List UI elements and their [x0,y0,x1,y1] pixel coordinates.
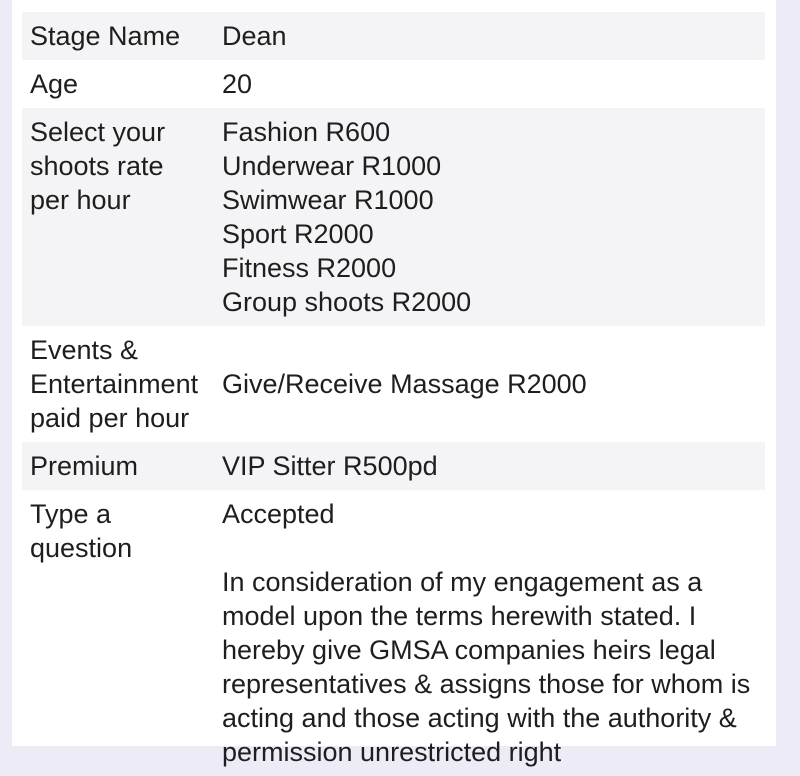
label-shoot-rates: Select your shoots rate per hour [22,108,214,326]
row-events [22,326,765,442]
rate-fashion: Fashion R600 [222,117,391,147]
row-question [22,490,765,776]
value-shoot-rates [214,108,765,326]
value-question [214,490,765,776]
value-stage-name: Dean [214,12,765,60]
label-stage-name: Stage Name [22,12,214,60]
rate-group-shoots: Group shoots R2000 [222,287,472,317]
rate-sport: Sport R2000 [222,219,374,249]
row-stage-name [22,12,765,60]
value-premium: VIP Sitter R500pd [214,442,765,490]
label-question: Type a question [30,499,133,563]
submission-table [22,12,765,776]
rate-swimwear: Swimwear R1000 [222,185,434,215]
question-status: Accepted [222,499,335,529]
rate-fitness: Fitness R2000 [222,253,397,283]
row-age [22,60,765,108]
rate-underwear: Underwear R1000 [222,151,442,181]
value-age: 20 [222,69,253,99]
row-shoot-rates [22,108,765,326]
form-submission-panel [12,0,776,767]
row-premium [22,442,765,490]
value-events: Give/Receive Massage R2000 [222,369,587,399]
consent-notice-text: In consideration of my engagement as a model upon the terms herewith stated. I hereby give GMSA companies heirs legal representatives & assigns those for whom is acting and those acting with the authority & permission unrestricted right [222,567,751,767]
label-premium: Premium [22,442,214,490]
label-events: Events & Entertainment paid per hour [30,335,199,433]
label-age: Age [30,69,79,99]
